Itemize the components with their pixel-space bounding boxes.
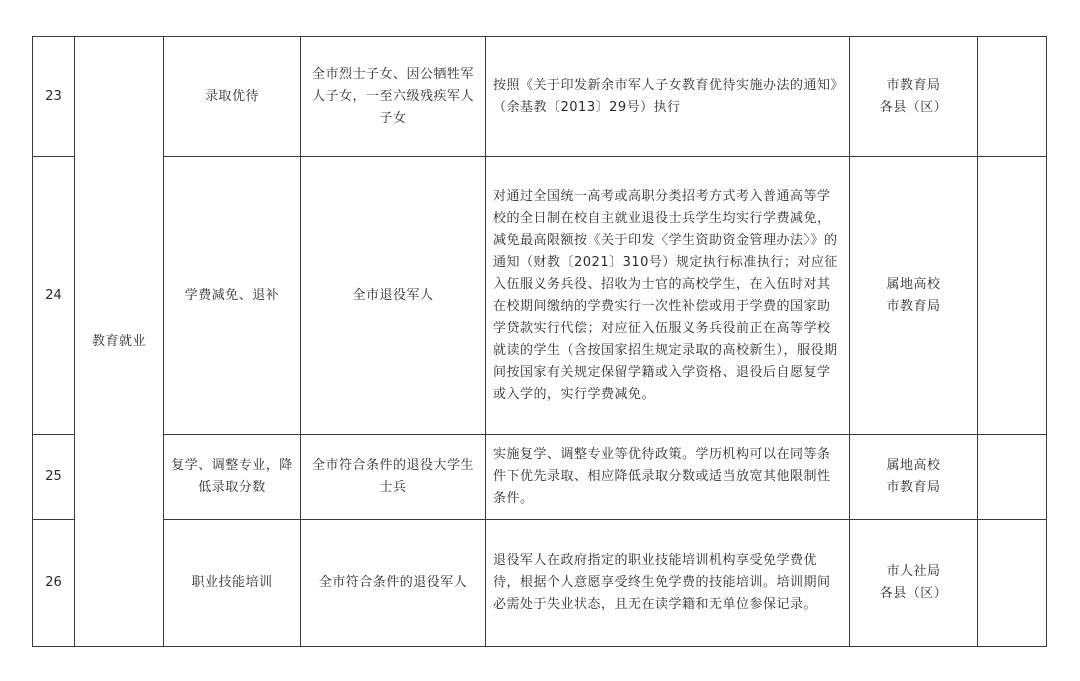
note-cell xyxy=(978,37,1047,157)
policy-content: 退役军人在政府指定的职业技能培训机构享受免学费优待，根据个人意愿享受终生免学费的技能培训。培训期间必需处于失业状态，且无在读学籍和无单位参保记录。 xyxy=(486,520,850,647)
note-cell xyxy=(978,435,1047,520)
policy-table-container xyxy=(32,36,1047,647)
responsible-dept xyxy=(850,520,978,647)
target-group: 全市退役军人 xyxy=(301,157,486,435)
target-group: 全市符合条件的退役军人 xyxy=(301,520,486,647)
target-group: 全市符合条件的退役大学生士兵 xyxy=(301,435,486,520)
table-row xyxy=(33,157,1047,435)
responsible-dept xyxy=(850,157,978,435)
dept-text: 属地高校 市教育局 xyxy=(886,458,941,495)
dept-text: 属地高校 市教育局 xyxy=(886,276,941,314)
row-number: 23 xyxy=(33,37,75,157)
policy-table xyxy=(32,36,1047,647)
note-cell xyxy=(978,157,1047,435)
dept-text: 市教育局 各县（区） xyxy=(879,77,948,115)
dept-text: 市人社局 各县（区） xyxy=(879,564,948,601)
policy-item: 复学、调整专业，降低录取分数 xyxy=(164,435,301,520)
target-group: 全市烈士子女、因公牺牲军人子女，一至六级残疾军人子女 xyxy=(301,37,486,157)
table-row xyxy=(33,520,1047,647)
policy-content: 实施复学、调整专业等优待政策。学历机构可以在同等条件下优先录取、相应降低录取分数或适当放宽其他限制性条件。 xyxy=(486,435,850,520)
policy-content: 对通过全国统一高考或高职分类招考方式考入普通高等学校的全日制在校自主就业退役士兵学生均实行学费减免，减免最高限额按《关于印发〈学生资助资金管理办法〉》的通知（财教〔2021〕310号）规定执行标准执行；对应征入伍服义务兵役、招收为士官的高校学生，在入伍时对其在校期间缴纳的学费实行一次性补偿或用于学费的国家助学贷款实行代偿；对应征入伍服义务兵役前正在高等学校就读的学生（含按国家招生规定录取的高校新生），服役期间按国家有关规定保留学籍或入学资格、退役后自愿复学或入学的，实行学费减免。 xyxy=(486,157,850,435)
policy-item: 录取优待 xyxy=(164,37,301,157)
table-row xyxy=(33,435,1047,520)
row-number: 25 xyxy=(33,435,75,520)
policy-item: 职业技能培训 xyxy=(164,520,301,647)
responsible-dept xyxy=(850,37,978,157)
category-cell: 教育就业 xyxy=(75,37,164,647)
policy-item: 学费减免、退补 xyxy=(164,157,301,435)
row-number: 26 xyxy=(33,520,75,647)
row-number: 24 xyxy=(33,157,75,435)
policy-content: 按照《关于印发新余市军人子女教育优待实施办法的通知》（余基教〔2013〕29号）执行 xyxy=(486,37,850,157)
table-row xyxy=(33,37,1047,157)
note-cell xyxy=(978,520,1047,647)
responsible-dept xyxy=(850,435,978,520)
